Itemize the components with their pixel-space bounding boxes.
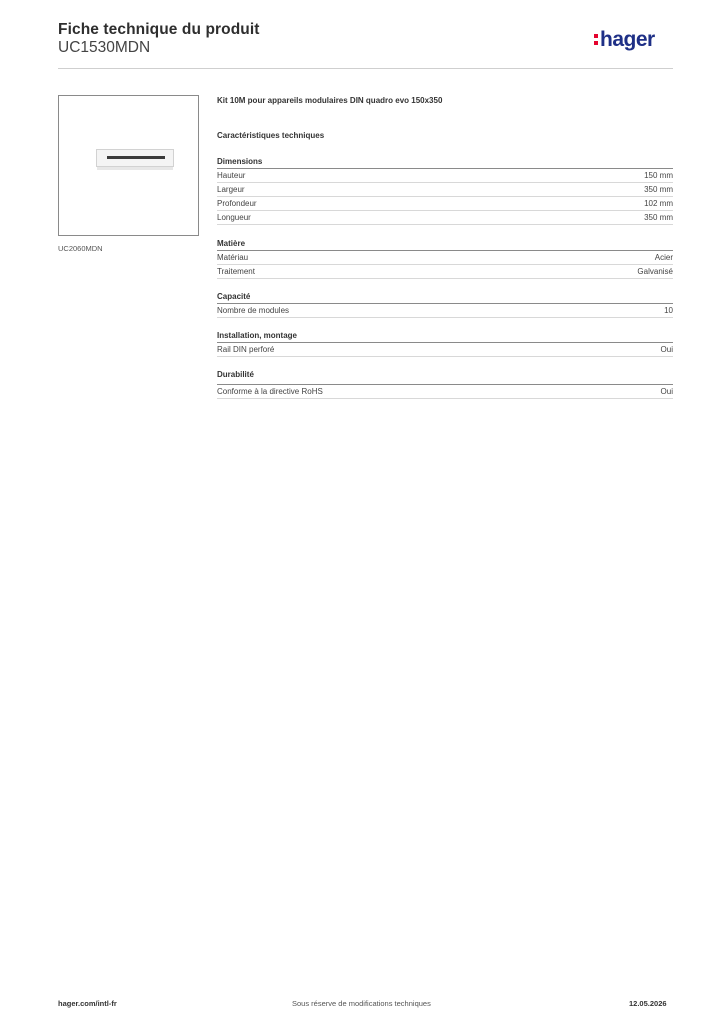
spec-value: 350 mm xyxy=(644,185,673,194)
spec-value: Galvanisé xyxy=(637,267,673,276)
spec-label: Nombre de modules xyxy=(217,306,290,315)
spec-value: Oui xyxy=(660,387,673,396)
product-reference: UC1530MDN xyxy=(58,39,151,56)
logo-dots-icon xyxy=(594,32,598,47)
spec-value: Oui xyxy=(660,345,673,354)
section-title-durabilite: Durabilité xyxy=(217,370,254,379)
spec-row xyxy=(217,385,673,399)
section-title-matiere: Matière xyxy=(217,239,246,248)
spec-row xyxy=(217,169,673,183)
spec-label: Rail DIN perforé xyxy=(217,345,275,354)
spec-row xyxy=(217,265,673,279)
footer-website-link[interactable]: hager.com/intl-fr xyxy=(58,999,117,1008)
spec-value: 350 mm xyxy=(644,213,673,222)
spec-row xyxy=(217,197,673,211)
section-title-installation: Installation, montage xyxy=(217,331,298,340)
spec-label: Hauteur xyxy=(217,171,246,180)
section-title-dimensions: Dimensions xyxy=(217,157,263,166)
hager-logo[interactable] xyxy=(594,28,655,52)
spec-value: Acier xyxy=(654,253,673,262)
spec-value: 102 mm xyxy=(644,199,673,208)
spec-value: 150 mm xyxy=(644,171,673,180)
logo-text: hager xyxy=(600,28,655,51)
spec-label: Longueur xyxy=(217,213,251,222)
spec-label: Largeur xyxy=(217,185,245,194)
spec-row xyxy=(217,251,673,265)
spec-row xyxy=(217,183,673,197)
product-image-frame xyxy=(58,95,199,236)
section-title-capacite: Capacité xyxy=(217,292,251,301)
specs-heading: Caractéristiques techniques xyxy=(217,131,325,140)
product-description: Kit 10M pour appareils modulaires DIN quadro evo 150x350 xyxy=(217,96,443,105)
spec-label: Matériau xyxy=(217,253,249,262)
spec-value: 10 xyxy=(664,306,673,315)
header-divider xyxy=(58,68,673,69)
product-image xyxy=(96,149,174,167)
spec-row xyxy=(217,343,673,357)
spec-label: Traitement xyxy=(217,267,255,276)
spec-label: Profondeur xyxy=(217,199,257,208)
footer-date: 12.05.2026 xyxy=(629,999,667,1008)
spec-row xyxy=(217,211,673,225)
spec-row xyxy=(217,304,673,318)
footer-notice: Sous réserve de modifications techniques xyxy=(292,999,431,1008)
spec-label: Conforme à la directive RoHS xyxy=(217,387,323,396)
document-title: Fiche technique du produit xyxy=(58,21,260,38)
image-caption: UC2060MDN xyxy=(58,244,103,253)
